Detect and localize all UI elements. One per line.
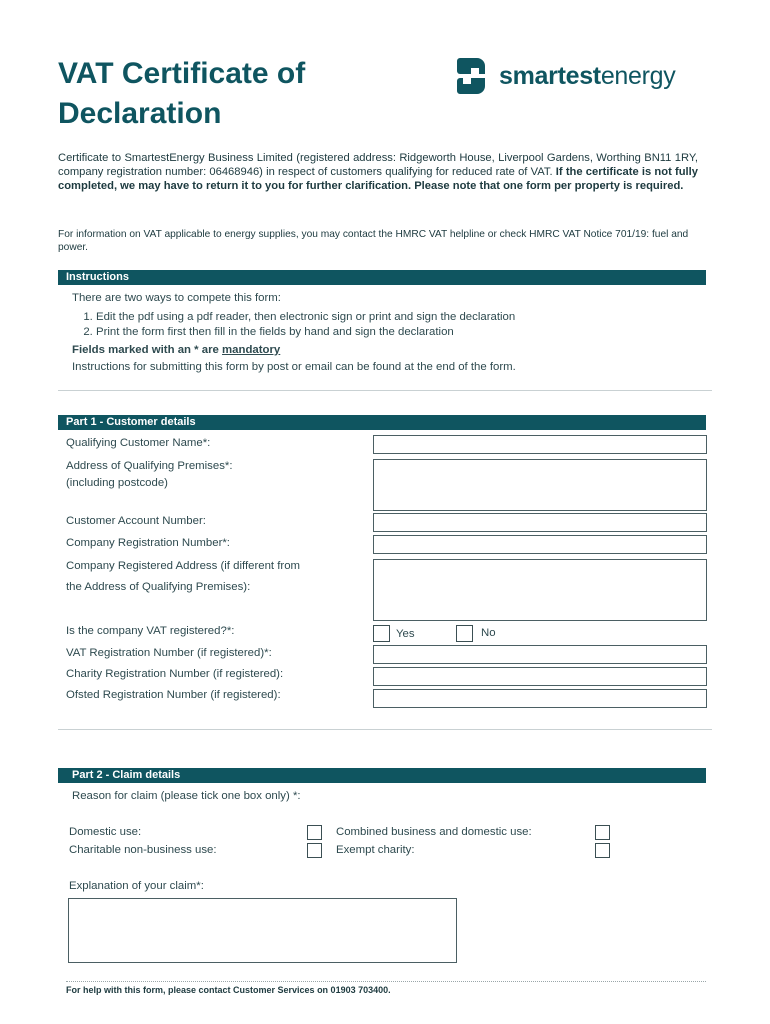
customer-name-label: Qualifying Customer Name*: bbox=[66, 437, 211, 449]
instructions-steps bbox=[70, 310, 515, 340]
explanation-label: Explanation of your claim*: bbox=[69, 880, 204, 892]
vat-yes-checkbox[interactable] bbox=[373, 625, 390, 642]
charity-number-field[interactable] bbox=[373, 667, 707, 686]
company-reg-field[interactable] bbox=[373, 535, 707, 554]
company-reg-label: Company Registration Number*: bbox=[66, 537, 230, 549]
footer-help: For help with this form, please contact Customer Services on 01903 703400. bbox=[66, 985, 391, 995]
mandatory-link[interactable]: mandatory bbox=[222, 344, 281, 356]
instruction-step: 2. Print the form first then fill in the fields by hand and sign the declaration bbox=[96, 325, 515, 340]
account-number-field[interactable] bbox=[373, 513, 707, 532]
part2-header: Part 2 - Claim details bbox=[58, 768, 706, 783]
vat-number-label: VAT Registration Number (if registered)*: bbox=[66, 647, 272, 659]
divider bbox=[58, 729, 712, 730]
company-address-label: Company Registered Address (if different from bbox=[66, 560, 301, 572]
brand-logo bbox=[457, 58, 675, 94]
address-field[interactable] bbox=[373, 459, 707, 511]
vat-number-field[interactable] bbox=[373, 645, 707, 664]
intro-warning: If the certificate is not fully completed, we may have to return it to you for further clarification. Please note that one form per property is required. bbox=[58, 166, 698, 192]
ofsted-number-field[interactable] bbox=[373, 689, 707, 708]
footer-divider bbox=[66, 981, 706, 982]
exempt-charity-checkbox[interactable] bbox=[595, 843, 610, 858]
customer-name-field[interactable] bbox=[373, 435, 707, 454]
divider bbox=[58, 390, 712, 391]
intro-paragraph: Certificate to SmartestEnergy Business Limited (registered address: Ridgeworth House, Liverpool Gardens, Worthing BN11 1RY, company registration number: 06468946) in respect of customers qualifying for reduced rate of VAT. If the certificate is not fully completed, we may have to return it to you for further clarification. Please note that one form per property is required. bbox=[58, 152, 698, 192]
combined-use-label: Combined business and domestic use: bbox=[336, 826, 532, 838]
instructions-lead: There are two ways to compete this form: bbox=[72, 292, 281, 304]
vat-yes-label: Yes bbox=[396, 628, 415, 640]
domestic-use-checkbox[interactable] bbox=[307, 825, 322, 840]
address-label: Address of Qualifying Premises*: bbox=[66, 460, 233, 472]
vat-registered-label: Is the company VAT registered?*: bbox=[66, 625, 235, 637]
page-title: VAT Certificate of Declaration bbox=[58, 57, 306, 130]
vat-no-checkbox[interactable] bbox=[456, 625, 473, 642]
reason-label: Reason for claim (please tick one box only) *: bbox=[72, 790, 301, 802]
account-number-label: Customer Account Number: bbox=[66, 515, 206, 527]
charitable-use-checkbox[interactable] bbox=[307, 843, 322, 858]
charitable-use-label: Charitable non-business use: bbox=[69, 844, 217, 856]
combined-use-checkbox[interactable] bbox=[595, 825, 610, 840]
exempt-charity-label: Exempt charity: bbox=[336, 844, 415, 856]
brand-wordmark: smartestenergy bbox=[499, 61, 676, 90]
charity-number-label: Charity Registration Number (if registered): bbox=[66, 668, 284, 680]
part1-header: Part 1 - Customer details bbox=[58, 415, 706, 430]
smartestenergy-logo-icon bbox=[457, 58, 485, 94]
instructions-header: Instructions bbox=[58, 270, 706, 285]
vat-no-label: No bbox=[481, 627, 496, 639]
ofsted-number-label: Ofsted Registration Number (if registered): bbox=[66, 689, 281, 701]
company-address-field[interactable] bbox=[373, 559, 707, 621]
instruction-step: 1. Edit the pdf using a pdf reader, then electronic sign or print and sign the declaration bbox=[96, 310, 515, 325]
address-sublabel: (including postcode) bbox=[66, 477, 168, 489]
domestic-use-label: Domestic use: bbox=[69, 826, 142, 838]
mandatory-note: Fields marked with an * are mandatory bbox=[72, 344, 281, 356]
submit-instructions: Instructions for submitting this form by post or email can be found at the end of the form. bbox=[72, 361, 516, 373]
vat-info-note: For information on VAT applicable to energy supplies, you may contact the HMRC VAT helpline or check HMRC VAT Notice 701/19: fuel and power. bbox=[58, 229, 689, 253]
company-address-label-2: the Address of Qualifying Premises): bbox=[66, 581, 251, 593]
explanation-field[interactable] bbox=[68, 898, 457, 963]
